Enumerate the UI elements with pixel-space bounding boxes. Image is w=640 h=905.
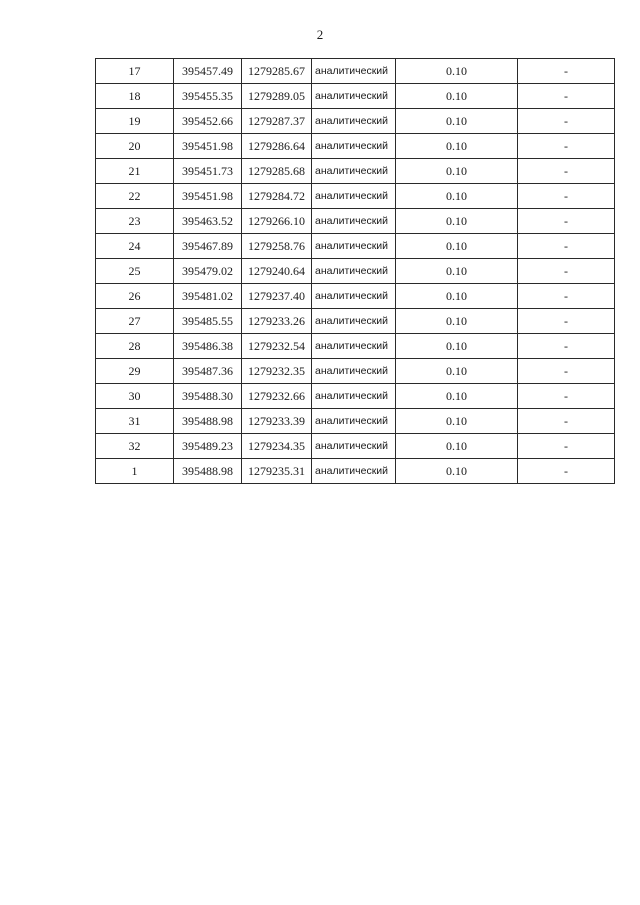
accuracy-cell: 0.10 (396, 134, 518, 159)
table-row (96, 234, 615, 259)
table-row (96, 384, 615, 409)
point-number-cell: 19 (96, 109, 174, 134)
description-cell: - (518, 59, 615, 84)
accuracy-cell: 0.10 (396, 384, 518, 409)
method-cell: аналитический (312, 159, 396, 184)
accuracy-cell: 0.10 (396, 359, 518, 384)
y-coordinate-cell: 1279234.35 (242, 434, 312, 459)
x-coordinate-cell: 395457.49 (174, 59, 242, 84)
accuracy-cell: 0.10 (396, 234, 518, 259)
table-row (96, 159, 615, 184)
table-row (96, 309, 615, 334)
method-cell: аналитический (312, 459, 396, 484)
accuracy-cell: 0.10 (396, 309, 518, 334)
x-coordinate-cell: 395467.89 (174, 234, 242, 259)
y-coordinate-cell: 1279285.67 (242, 59, 312, 84)
y-coordinate-cell: 1279235.31 (242, 459, 312, 484)
table-row (96, 84, 615, 109)
method-cell: аналитический (312, 334, 396, 359)
method-cell: аналитический (312, 109, 396, 134)
description-cell: - (518, 434, 615, 459)
table-row (96, 334, 615, 359)
table-row (96, 184, 615, 209)
description-cell: - (518, 459, 615, 484)
accuracy-cell: 0.10 (396, 109, 518, 134)
coordinates-table (95, 58, 615, 484)
point-number-cell: 23 (96, 209, 174, 234)
table-row (96, 359, 615, 384)
point-number-cell: 17 (96, 59, 174, 84)
accuracy-cell: 0.10 (396, 259, 518, 284)
method-cell: аналитический (312, 184, 396, 209)
x-coordinate-cell: 395489.23 (174, 434, 242, 459)
x-coordinate-cell: 395488.30 (174, 384, 242, 409)
description-cell: - (518, 109, 615, 134)
y-coordinate-cell: 1279233.26 (242, 309, 312, 334)
method-cell: аналитический (312, 309, 396, 334)
x-coordinate-cell: 395481.02 (174, 284, 242, 309)
y-coordinate-cell: 1279240.64 (242, 259, 312, 284)
x-coordinate-cell: 395486.38 (174, 334, 242, 359)
description-cell: - (518, 409, 615, 434)
y-coordinate-cell: 1279233.39 (242, 409, 312, 434)
method-cell: аналитический (312, 284, 396, 309)
description-cell: - (518, 209, 615, 234)
x-coordinate-cell: 395485.55 (174, 309, 242, 334)
description-cell: - (518, 134, 615, 159)
x-coordinate-cell: 395488.98 (174, 409, 242, 434)
point-number-cell: 32 (96, 434, 174, 459)
point-number-cell: 25 (96, 259, 174, 284)
description-cell: - (518, 334, 615, 359)
point-number-cell: 28 (96, 334, 174, 359)
table-row (96, 409, 615, 434)
method-cell: аналитический (312, 259, 396, 284)
description-cell: - (518, 184, 615, 209)
x-coordinate-cell: 395452.66 (174, 109, 242, 134)
accuracy-cell: 0.10 (396, 59, 518, 84)
table-row (96, 134, 615, 159)
x-coordinate-cell: 395463.52 (174, 209, 242, 234)
method-cell: аналитический (312, 409, 396, 434)
accuracy-cell: 0.10 (396, 184, 518, 209)
description-cell: - (518, 234, 615, 259)
y-coordinate-cell: 1279289.05 (242, 84, 312, 109)
table-row (96, 59, 615, 84)
y-coordinate-cell: 1279232.66 (242, 384, 312, 409)
description-cell: - (518, 384, 615, 409)
method-cell: аналитический (312, 59, 396, 84)
point-number-cell: 27 (96, 309, 174, 334)
accuracy-cell: 0.10 (396, 434, 518, 459)
point-number-cell: 31 (96, 409, 174, 434)
description-cell: - (518, 359, 615, 384)
x-coordinate-cell: 395451.98 (174, 134, 242, 159)
point-number-cell: 20 (96, 134, 174, 159)
table-row (96, 109, 615, 134)
point-number-cell: 22 (96, 184, 174, 209)
accuracy-cell: 0.10 (396, 409, 518, 434)
description-cell: - (518, 159, 615, 184)
description-cell: - (518, 259, 615, 284)
table-row (96, 284, 615, 309)
method-cell: аналитический (312, 134, 396, 159)
description-cell: - (518, 309, 615, 334)
y-coordinate-cell: 1279286.64 (242, 134, 312, 159)
coordinates-table-body (96, 59, 615, 484)
method-cell: аналитический (312, 359, 396, 384)
table-row (96, 209, 615, 234)
description-cell: - (518, 84, 615, 109)
method-cell: аналитический (312, 384, 396, 409)
accuracy-cell: 0.10 (396, 459, 518, 484)
point-number-cell: 26 (96, 284, 174, 309)
y-coordinate-cell: 1279266.10 (242, 209, 312, 234)
y-coordinate-cell: 1279258.76 (242, 234, 312, 259)
x-coordinate-cell: 395479.02 (174, 259, 242, 284)
description-cell: - (518, 284, 615, 309)
y-coordinate-cell: 1279237.40 (242, 284, 312, 309)
x-coordinate-cell: 395451.73 (174, 159, 242, 184)
method-cell: аналитический (312, 84, 396, 109)
method-cell: аналитический (312, 209, 396, 234)
point-number-cell: 29 (96, 359, 174, 384)
accuracy-cell: 0.10 (396, 284, 518, 309)
accuracy-cell: 0.10 (396, 334, 518, 359)
y-coordinate-cell: 1279284.72 (242, 184, 312, 209)
x-coordinate-cell: 395487.36 (174, 359, 242, 384)
point-number-cell: 21 (96, 159, 174, 184)
x-coordinate-cell: 395488.98 (174, 459, 242, 484)
y-coordinate-cell: 1279285.68 (242, 159, 312, 184)
page-number: 2 (316, 27, 324, 42)
point-number-cell: 18 (96, 84, 174, 109)
method-cell: аналитический (312, 434, 396, 459)
point-number-cell: 30 (96, 384, 174, 409)
point-number-cell: 24 (96, 234, 174, 259)
accuracy-cell: 0.10 (396, 209, 518, 234)
x-coordinate-cell: 395455.35 (174, 84, 242, 109)
accuracy-cell: 0.10 (396, 159, 518, 184)
table-row (96, 434, 615, 459)
table-row (96, 459, 615, 484)
accuracy-cell: 0.10 (396, 84, 518, 109)
y-coordinate-cell: 1279232.54 (242, 334, 312, 359)
y-coordinate-cell: 1279287.37 (242, 109, 312, 134)
point-number-cell: 1 (96, 459, 174, 484)
x-coordinate-cell: 395451.98 (174, 184, 242, 209)
y-coordinate-cell: 1279232.35 (242, 359, 312, 384)
method-cell: аналитический (312, 234, 396, 259)
table-row (96, 259, 615, 284)
